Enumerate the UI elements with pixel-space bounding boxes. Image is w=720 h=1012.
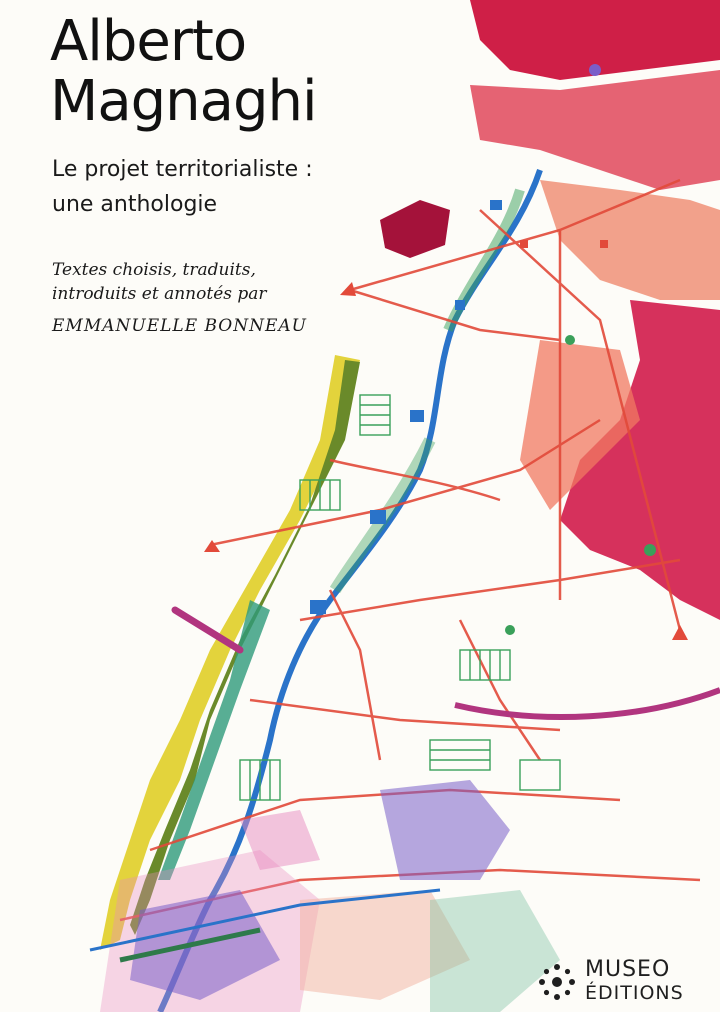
arc-route <box>455 690 720 717</box>
publisher-logo <box>535 958 705 1004</box>
book-title <box>52 152 313 222</box>
urban-area <box>100 780 560 1012</box>
publisher-name: MUSEO <box>585 957 671 982</box>
book-title-line-1: Le projet territorialiste : <box>52 157 313 182</box>
credits-line-2: introduits et annotés par <box>52 284 267 304</box>
hills-salmon-band <box>540 180 720 300</box>
hills-pink-band <box>470 70 720 190</box>
editor-credits <box>52 258 267 306</box>
credits-line-1: Textes choisis, traduits, <box>52 260 256 280</box>
museo-logo-icon <box>535 960 579 1004</box>
publisher-subtitle: ÉDITIONS <box>585 982 684 1004</box>
hills-area <box>380 0 720 620</box>
editor-name: EMMANUELLE BONNEAU <box>52 316 308 336</box>
hill-dark-patch <box>380 200 450 258</box>
author-last-name: Magnaghi <box>50 69 317 134</box>
author-first-name: Alberto <box>50 9 247 74</box>
book-title-line-2: une anthologie <box>52 192 218 217</box>
green-parcels <box>240 395 560 800</box>
author-name <box>50 9 317 134</box>
